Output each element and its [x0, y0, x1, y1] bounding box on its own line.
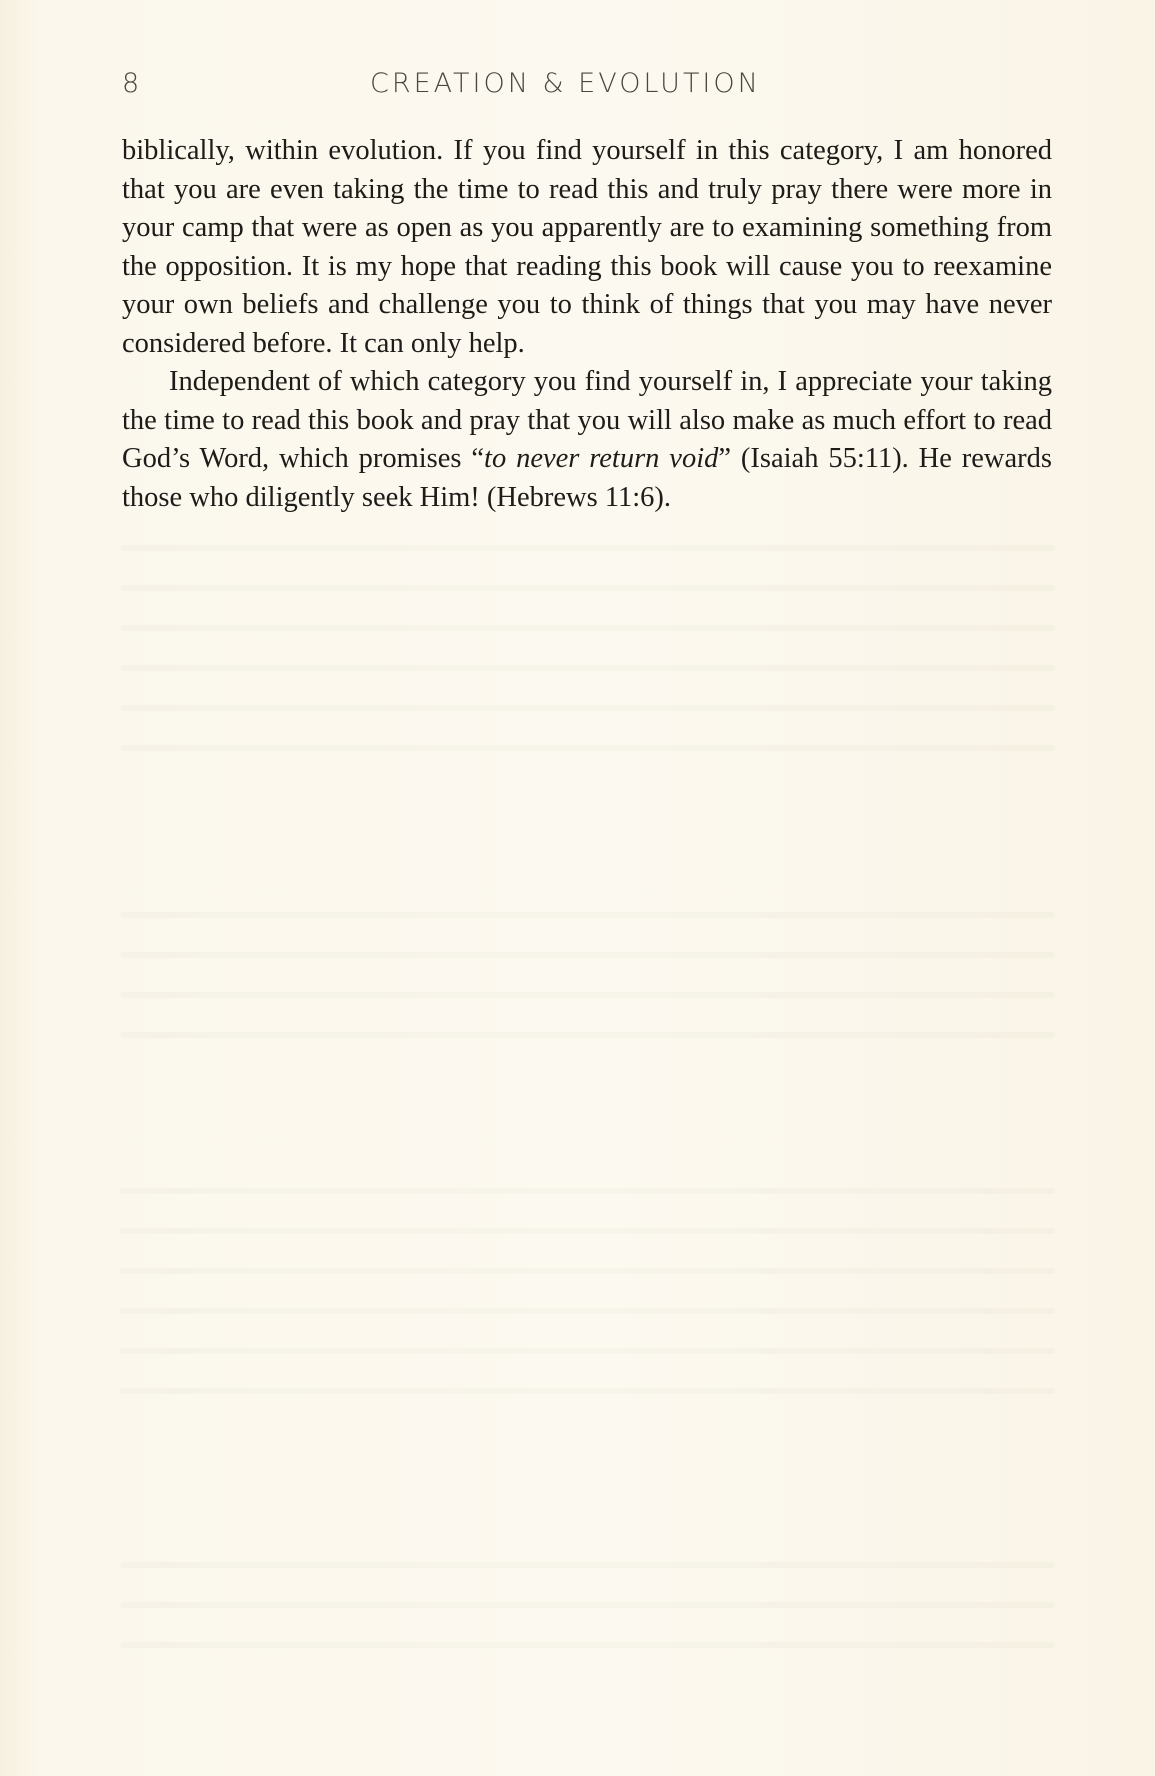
bleed-through-shadow	[120, 912, 1055, 918]
bleed-through-shadow	[120, 1308, 1055, 1314]
bleed-through-shadow	[120, 665, 1055, 671]
bleed-through-shadow	[120, 705, 1055, 711]
book-title: CREATION & EVOLUTION	[370, 68, 761, 99]
bleed-through-shadow	[120, 1228, 1055, 1234]
bleed-through-shadow	[120, 1348, 1055, 1354]
bleed-through-shadow	[120, 952, 1055, 958]
bleed-through-shadow	[120, 1602, 1055, 1608]
bleed-through-shadow	[120, 1032, 1055, 1038]
paragraph-2	[122, 363, 1052, 517]
bleed-through-shadow	[120, 992, 1055, 998]
scripture-quote: to never return void	[484, 443, 719, 474]
paragraph-1: biblically, within evolution. If you find yourself in this category, I am honored that you are even taking the time to read this and truly pray there were more in your camp that were as open as you apparently are to examining something from the opposition. It is my hope that reading this book will cause you to reexamine your own beliefs and challenge you to think of things that you may have never considered before. It can only help.	[122, 135, 1052, 359]
body-text	[122, 132, 1052, 517]
bleed-through-shadow	[120, 1388, 1055, 1394]
bleed-through-shadow	[120, 745, 1055, 751]
page-number: 8	[122, 68, 141, 99]
bleed-through-shadow	[120, 1642, 1055, 1648]
bleed-through-shadow	[120, 1562, 1055, 1568]
paragraph-2-tail: ” (Isaiah 55:11). He rewards those who diligently seek Him! (Hebrews 11:6).	[122, 443, 1052, 513]
paragraph-2-lead: Independent of which category you find yourself in, I appreciate your taking the time to read this book and pray that you will also make as much effort to read God’s Word, which promises “	[122, 366, 1052, 474]
bleed-through-shadow	[120, 585, 1055, 591]
running-header	[122, 68, 1052, 108]
bleed-through-shadow	[120, 625, 1055, 631]
bleed-through-shadow	[120, 1268, 1055, 1274]
bleed-through-shadow	[120, 1188, 1055, 1194]
bleed-through-shadow	[120, 545, 1055, 551]
